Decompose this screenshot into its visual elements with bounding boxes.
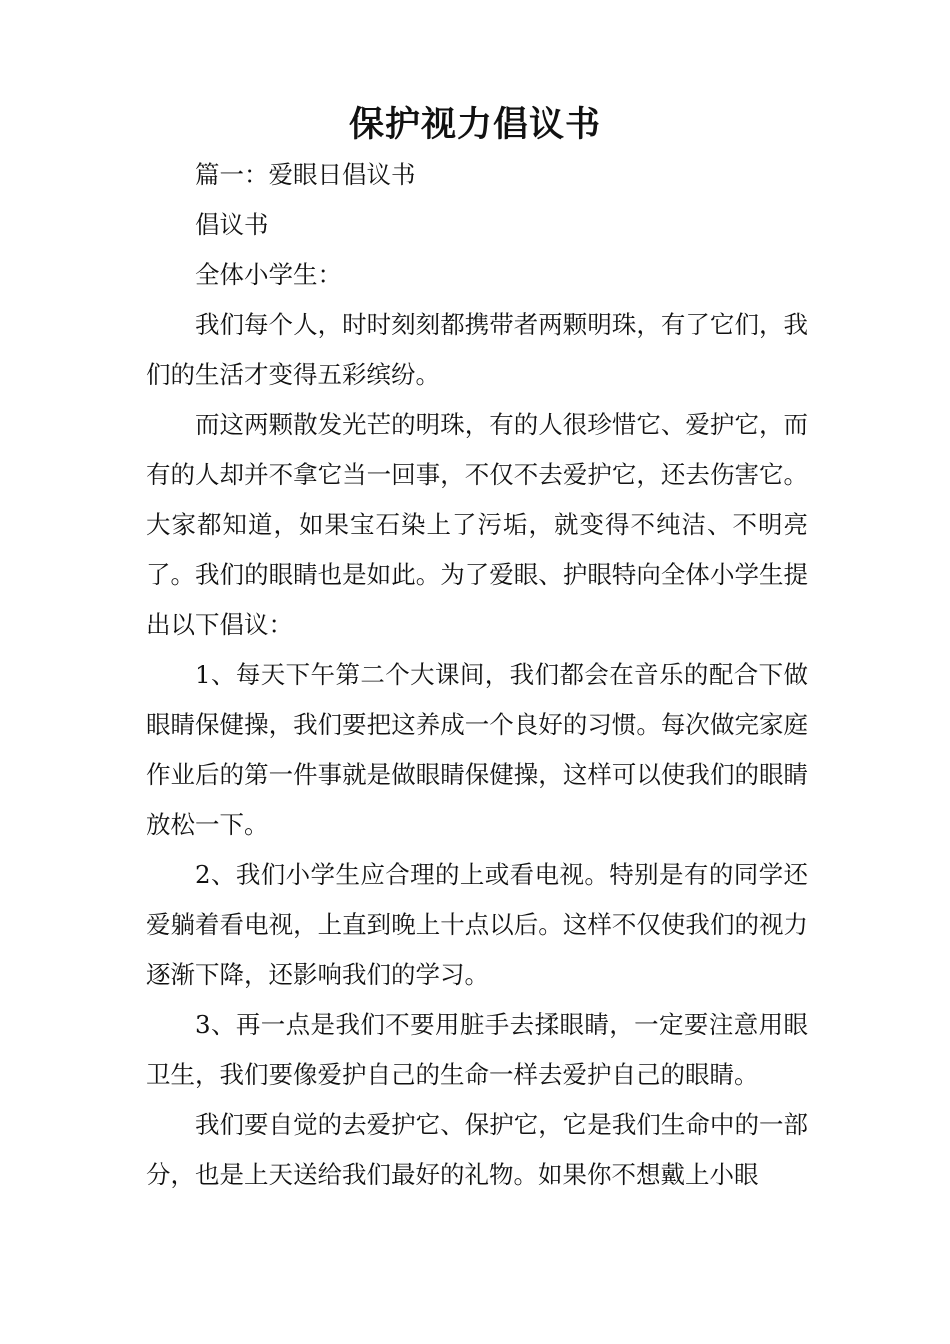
proposal-item-1: 1、每天下午第二个大课间，我们都会在音乐的配合下做眼睛保健操，我们要把这养成一个良好的习惯。每次做完家庭作业后的第一件事就是做眼睛保健操，这样可以使我们的眼睛放松一下。 bbox=[146, 660, 808, 839]
proposal-item-3: 3、再一点是我们不要用脏手去揉眼睛，一定要注意用眼卫生，我们要像爱护自己的生命一样去爱护自己的眼睛。 bbox=[146, 1010, 808, 1089]
proposal-item-2: 2、我们小学生应合理的上或看电视。特别是有的同学还爱躺着看电视，上直到晚上十点以后。这样不仅使我们的视力逐渐下降，还影响我们的学习。 bbox=[146, 860, 808, 989]
document-title: 保护视力倡议书 bbox=[348, 105, 601, 145]
section-heading: 篇一：爱眼日倡议书 bbox=[195, 160, 416, 189]
document-body bbox=[146, 150, 808, 1200]
letter-heading: 倡议书 bbox=[195, 210, 269, 239]
body-paragraph: 我们要自觉的去爱护它、保护它，它是我们生命中的一部分，也是上天送给我们最好的礼物。如果你不想戴上小眼 bbox=[146, 1110, 808, 1189]
body-paragraph: 我们每个人，时时刻刻都携带者两颗明珠，有了它们，我们的生活才变得五彩缤纷。 bbox=[146, 310, 808, 389]
body-paragraph: 而这两颗散发光芒的明珠，有的人很珍惜它、爱护它，而有的人却并不拿它当一回事，不仅不去爱护它，还去伤害它。大家都知道，如果宝石染上了污垢，就变得不纯洁、不明亮了。我们的眼睛也是如此。为了爱眼、护眼特向全体小学生提出以下倡议： bbox=[146, 410, 808, 639]
salutation: 全体小学生： bbox=[195, 260, 342, 289]
